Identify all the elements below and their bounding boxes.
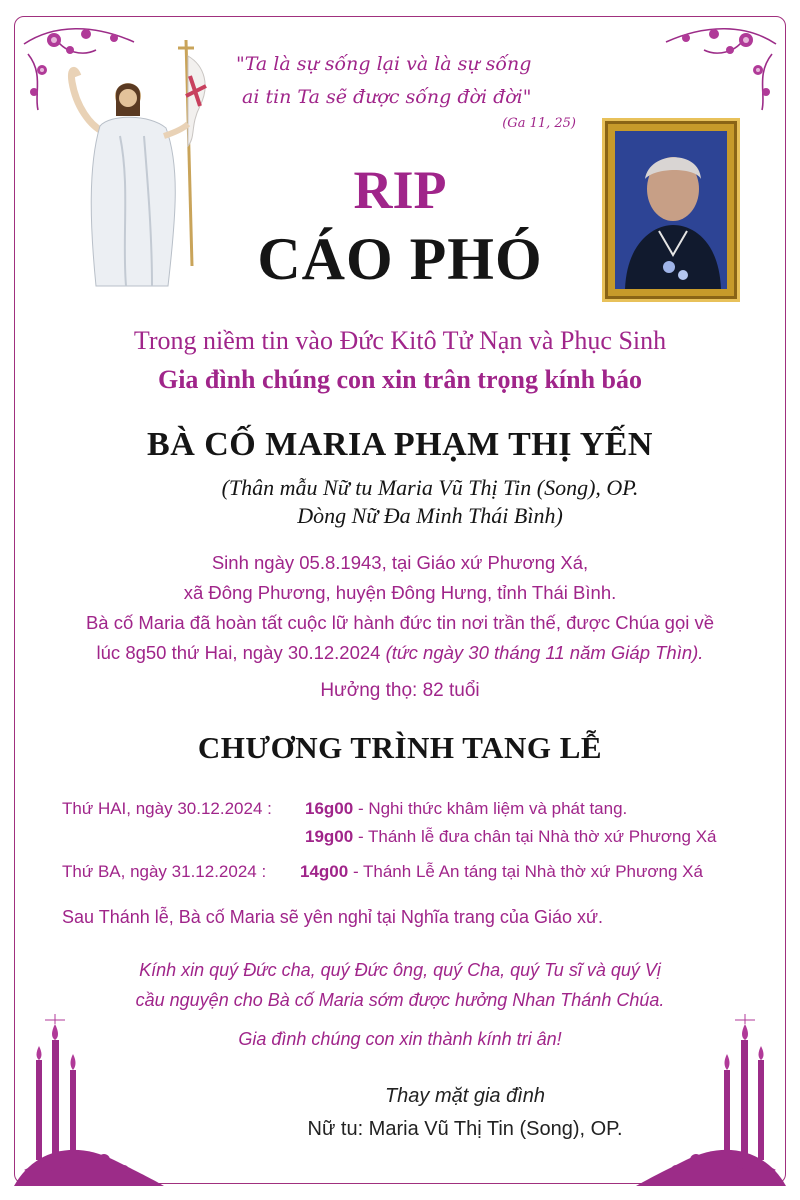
bio-line-4-plain: lúc 8g50 thứ Hai, ngày 30.12.2024 [96, 642, 381, 663]
event-time: 16g00 [305, 799, 354, 818]
event-time: 19g00 [305, 827, 354, 846]
age-at-death: Hưởng thọ: 82 tuổi [320, 680, 480, 701]
bio-line-2: xã Đông Phương, huyện Đông Hưng, tỉnh Thái Bình. [183, 582, 617, 603]
relation-line-2: Dòng Nữ Đa Minh Thái Bình) [297, 503, 563, 528]
portrait-photo-image [615, 131, 727, 289]
biography [30, 548, 770, 668]
event-description: - Thánh lễ đưa chân tại Nhà thờ xứ Phương Xá [357, 827, 717, 846]
portrait-frame [602, 118, 740, 302]
event-day-label: Thứ BA, ngày 31.12.2024 : [62, 862, 267, 881]
event-description: - Nghi thức khâm liệm và phát tang. [357, 799, 628, 818]
quote-line-2: ai tin Ta sẽ được sống đời đời" [242, 86, 532, 108]
bio-line-4-lunar-date: (tức ngày 30 tháng 11 năm Giáp Thìn). [385, 642, 704, 663]
event-row [305, 796, 627, 822]
signer-name: Nữ tu: Maria Vũ Thị Tin (Song), OP. [307, 1118, 623, 1140]
funeral-program-title: CHƯƠNG TRÌNH TANG LỄ [197, 730, 603, 765]
faith-statement: Trong niềm tin vào Đức Kitô Tử Nạn và Phục Sinh [133, 326, 667, 355]
candle-icon-bottom-right [626, 1010, 786, 1186]
bio-line-4 [30, 638, 770, 668]
rip-title: RIP [353, 160, 447, 220]
floral-corner-icon-top-right [636, 14, 786, 114]
event-row [305, 824, 716, 850]
portrait-photo [615, 131, 727, 289]
event-time: 14g00 [300, 862, 349, 881]
burial-note: Sau Thánh lễ, Bà cố Maria sẽ yên nghỉ tại Nghĩa trang của Giáo xứ. [62, 907, 604, 927]
bio-line-1: Sinh ngày 05.8.1943, tại Giáo xứ Phương Xá, [211, 552, 589, 573]
obituary-title: CÁO PHÓ [257, 226, 543, 292]
prayer-request-line-1: Kính xin quý Đức cha, quý Đức ông, quý Cha, quý Tu sĩ và quý Vị [139, 960, 661, 980]
event-day-label: Thứ HAI, ngày 30.12.2024 : [62, 799, 272, 818]
prayer-request-line-2: cầu nguyện cho Bà cố Maria sớm được hưởng Nhan Thánh Chúa. [135, 990, 665, 1010]
event-row [300, 859, 703, 885]
quote-reference: (Ga 11, 25) [502, 116, 576, 131]
event-description: - Thánh Lễ An táng tại Nhà thờ xứ Phương Xá [352, 862, 703, 881]
scripture-quote [236, 48, 596, 134]
behalf-label: Thay mặt gia đình [384, 1085, 546, 1107]
announcement-line: Gia đình chúng con xin trân trọng kính báo [157, 365, 643, 394]
relation-line-1: (Thân mẫu Nữ tu Maria Vũ Thị Tin (Song), OP. [221, 475, 639, 500]
thanks-line: Gia đình chúng con xin thành kính tri ân! [238, 1029, 562, 1049]
quote-line-1: "Ta là sự sống lại và là sự sống [236, 53, 532, 75]
resurrected-christ-image [60, 36, 210, 298]
relation-note [120, 474, 740, 530]
deceased-name: BÀ CỐ MARIA PHẠM THỊ YẾN [147, 426, 653, 463]
prayer-request [70, 955, 730, 1015]
bio-line-3: Bà cố Maria đã hoàn tất cuộc lữ hành đức tin nơi trần thế, được Chúa gọi về [85, 612, 715, 633]
